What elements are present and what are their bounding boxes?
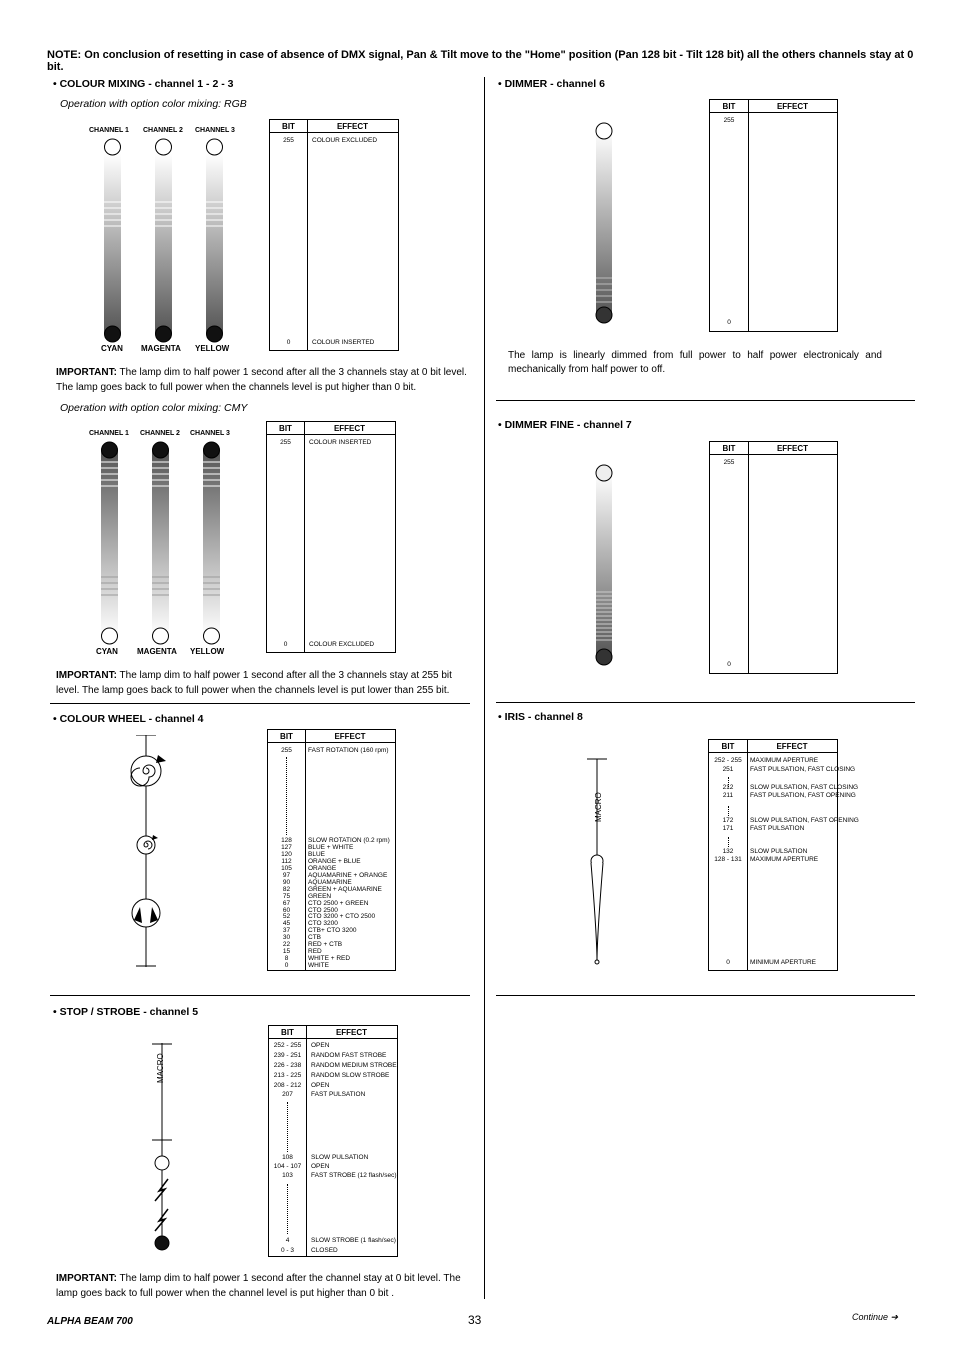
iris-row-bit: 212 [722, 784, 734, 791]
colour-wheel-row-bit: 37 [282, 927, 291, 935]
section-divider [496, 702, 915, 703]
colour-wheel-table [267, 729, 396, 971]
rgb-row-effect: COLOUR EXCLUDED [312, 137, 378, 144]
strobe-row-bit: 108 [282, 1154, 293, 1161]
rgb-yellow-label: YELLOW [195, 344, 230, 353]
cmy-row-bit: 0 [283, 641, 288, 648]
cmy-subtitle: Operation with option color mixing: CMY [60, 402, 248, 414]
strobe-table [268, 1025, 398, 1257]
iris-row-effect: FAST PULSATION, FAST CLOSING [750, 766, 856, 773]
colour-wheel-row-bit: 97 [282, 871, 291, 879]
rgb-row-bit: 0 [286, 339, 291, 346]
strobe-row-effect: OPEN [311, 1082, 330, 1089]
table-header [709, 740, 837, 753]
colour-wheel-row-effect: ORANGE + BLUE [308, 857, 361, 865]
colour-wheel-row-effect: RED + CTB [308, 941, 343, 949]
dimmer-fine-title: • DIMMER FINE - channel 7 [498, 419, 632, 431]
iris-macro-label: MACRO [594, 792, 603, 822]
dimmer-table [709, 99, 838, 332]
dimmer-row-bit: 255 [723, 117, 735, 124]
strobe-row-bit: 239 - 251 [273, 1052, 302, 1059]
section-divider [50, 703, 470, 704]
table-header [710, 442, 837, 455]
strobe-row-bit: 104 - 107 [273, 1163, 302, 1170]
iris-row-effect: FAST PULSATION, FAST OPENING [750, 792, 856, 799]
colour-wheel-row-effect: GREEN + AQUAMARINE [308, 885, 382, 893]
iris-row-effect: SLOW PULSATION, FAST CLOSING [750, 784, 859, 791]
effect-header: EFFECT [334, 732, 366, 741]
iris-row-effect: SLOW PULSATION [750, 848, 808, 855]
iris-row-bit: 172 [722, 817, 734, 824]
iris-row-bit: 0 [726, 959, 730, 966]
strobe-row-effect: FAST STROBE (12 flash/sec) [311, 1172, 397, 1179]
table-header [270, 120, 398, 133]
rgb-cyan-label: CYAN [101, 344, 123, 353]
section-divider [496, 995, 915, 996]
iris-row-effect: MAXIMUM APERTURE [750, 856, 819, 863]
colour-wheel-row-effect: AQUAMARINE [308, 878, 352, 886]
colour-wheel-row-bit: 112 [281, 857, 292, 865]
rgb-channel-2-label: CHANNEL 2 [143, 127, 183, 134]
colour-wheel-row-bit: 82 [282, 885, 291, 893]
colour-wheel-row-bit: 67 [282, 899, 291, 907]
strobe-row-bit: 208 - 212 [273, 1082, 302, 1089]
effect-header: EFFECT [336, 122, 369, 131]
strobe-row-effect: FAST PULSATION [311, 1091, 366, 1098]
iris-table [708, 739, 859, 971]
strobe-row-bit: 207 [282, 1091, 293, 1098]
rgb-row-effect: COLOUR INSERTED [312, 339, 375, 346]
cmy-row-bit: 255 [280, 439, 291, 446]
effect-header: EFFECT [776, 444, 809, 453]
strobe-row-bit: 4 [285, 1237, 290, 1244]
rgb-channel-3-label: CHANNEL 3 [195, 127, 235, 134]
colour-wheel-row-effect: BLUE [308, 850, 325, 858]
colour-wheel-row-effect: WHITE + RED [308, 955, 351, 963]
cmy-faders [75, 422, 255, 662]
strobe-row-bit: 0 - 3 [280, 1247, 294, 1254]
iris-row-effect: SLOW PULSATION, FAST OPENING [750, 817, 859, 824]
table-header [710, 100, 837, 113]
strobe-row-effect: OPEN [311, 1163, 330, 1170]
effect-header: EFFECT [776, 742, 808, 751]
iris-row-effect: MINIMUM APERTURE [750, 959, 816, 966]
colour-wheel-row-effect: WHITE [308, 962, 329, 970]
strobe-row-bit: 226 - 238 [273, 1062, 302, 1069]
dimmer-fine-fader [590, 462, 620, 672]
bit-header: BIT [280, 732, 293, 741]
dimmer-fader-graphic [590, 120, 620, 330]
colour-wheel-row-bit: 0 [284, 962, 289, 970]
colour-wheel-row-bit: 45 [282, 920, 291, 928]
rgb-faders [78, 120, 258, 360]
bit-header: BIT [281, 1028, 294, 1037]
colour-mixing-title: • COLOUR MIXING - channel 1 - 2 - 3 [53, 78, 234, 90]
cmy-table [266, 421, 396, 653]
cmy-channel-1-label: CHANNEL 1 [89, 430, 129, 437]
iris-row-bit: 171 [722, 825, 734, 832]
colour-wheel-row-effect: BLUE + WHITE [308, 843, 354, 851]
colour-wheel-row-bit: 105 [281, 864, 292, 872]
important-label: IMPORTANT: [56, 670, 117, 681]
colour-wheel-row-bit: 128 [281, 837, 292, 844]
important-label: IMPORTANT: [56, 1273, 117, 1284]
rgb-important: IMPORTANT: The lamp dim to half power 1 second after all the 3 channels stay at 0 bit level. The lamp goes back to full power when the channels level is put higher than 0 bit. [56, 367, 467, 393]
colour-wheel-row-effect: CTB [308, 934, 321, 942]
rgb-channel-1-label: CHANNEL 1 [89, 127, 129, 134]
colour-wheel-row-bit: 30 [282, 934, 291, 942]
colour-wheel-row-bit: 15 [282, 948, 291, 956]
page-number: 33 [468, 1313, 482, 1327]
iris-title: • IRIS - channel 8 [498, 711, 583, 723]
rgb-fader-graphic [78, 120, 258, 360]
effect-header: EFFECT [335, 1028, 368, 1037]
colour-wheel-row-effect: CTO 2500 [308, 906, 338, 914]
colour-wheel-row-effect: SLOW ROTATION (0.2 rpm) [308, 837, 390, 844]
cmy-yellow-label: YELLOW [190, 647, 225, 656]
strobe-title: • STOP / STROBE - channel 5 [53, 1006, 199, 1018]
dimmer-fader [590, 120, 620, 330]
section-divider [50, 995, 470, 996]
table-header [267, 422, 395, 435]
wheel-symbols [120, 735, 180, 967]
colour-wheel-row-effect: CTO 3200 + CTO 2500 [308, 913, 376, 921]
bit-header: BIT [722, 102, 736, 111]
reset-note: NOTE: On conclusion of resetting in case of absence of DMX signal, Pan & Tilt move to the "Home" position (Pan 128 bit - Tilt 128 bit) all the others channels stay at 0 bit. [47, 49, 914, 73]
column-divider [484, 77, 485, 1299]
table-header [268, 730, 395, 743]
cmy-channel-2-label: CHANNEL 2 [140, 430, 180, 437]
bit-header: BIT [721, 742, 735, 751]
cmy-row-effect: COLOUR EXCLUDED [309, 641, 375, 648]
iris-row-effect: MAXIMUM APERTURE [750, 757, 819, 764]
iris-row-bit: 128 - 131 [714, 856, 742, 863]
strobe-important: IMPORTANT: The lamp dim to half power 1 second after the channel stay at 0 bit level. The lamp goes back to full power when the channel level is put higher than 0 bit . [56, 1273, 461, 1299]
colour-wheel-row-bit: 127 [281, 843, 292, 851]
strobe-symbols [140, 1043, 190, 1253]
strobe-row-bit: 252 - 255 [273, 1042, 302, 1049]
strobe-row-bit: 103 [282, 1172, 293, 1179]
colour-wheel-row-bit: 22 [282, 941, 291, 949]
colour-wheel-row-effect: CTB+ CTO 3200 [308, 927, 357, 935]
colour-wheel-graphic [120, 735, 180, 967]
continue-link[interactable]: Continue ➔ [852, 1312, 899, 1322]
cmy-important: IMPORTANT: The lamp dim to half power 1 second after all the 3 channels stay at 255 bit level. The lamp goes back to full power when the channels level is put lower than 255 bit. [56, 670, 452, 696]
effect-header: EFFECT [333, 424, 366, 433]
rgb-magenta-label: MAGENTA [141, 344, 181, 353]
table-header [269, 1026, 397, 1039]
colour-wheel-row-bit: 52 [282, 913, 291, 921]
strobe-macro-label: MACRO [156, 1053, 165, 1083]
colour-wheel-row-effect: RED [308, 948, 322, 956]
cmy-row-effect: COLOUR INSERTED [309, 439, 372, 446]
product-name: ALPHA BEAM 700 [47, 1316, 133, 1327]
cmy-magenta-label: MAGENTA [137, 647, 177, 656]
strobe-row-effect: RANDOM MEDIUM STROBE [311, 1062, 397, 1069]
colour-wheel-row-bit: 8 [284, 955, 289, 963]
dimmer-title: • DIMMER - channel 6 [498, 78, 605, 90]
dimmer-fine-fader-graphic [590, 462, 620, 672]
rgb-subtitle: Operation with option color mixing: RGB [60, 98, 247, 110]
strobe-row-bit: 213 - 225 [273, 1072, 302, 1079]
dimmer-fine-table [709, 441, 838, 674]
bit-header: BIT [282, 122, 295, 131]
dimmer-fine-row-bit: 0 [727, 661, 731, 668]
colour-wheel-title: • COLOUR WHEEL - channel 4 [53, 713, 204, 725]
colour-wheel-row-effect: CTO 2500 + GREEN [308, 899, 369, 907]
strobe-row-effect: RANDOM FAST STROBE [311, 1052, 387, 1059]
colour-wheel-row-bit: 90 [282, 878, 291, 886]
bit-header: BIT [279, 424, 292, 433]
colour-wheel-row-effect: ORANGE [308, 864, 337, 872]
colour-wheel-row-bit: 120 [281, 850, 292, 858]
iris-row-bit: 211 [722, 792, 734, 799]
important-label: IMPORTANT: [56, 367, 117, 378]
iris-row-bit: 252 - 255 [714, 757, 742, 764]
colour-wheel-row-bit: 75 [282, 892, 291, 900]
cmy-channel-3-label: CHANNEL 3 [190, 430, 230, 437]
colour-wheel-row-bit: 255 [281, 747, 292, 754]
iris-row-effect: FAST PULSATION [750, 825, 805, 832]
strobe-row-effect: OPEN [311, 1042, 330, 1049]
dimmer-fine-row-bit: 255 [723, 459, 735, 466]
cmy-fader-graphic [75, 422, 255, 662]
colour-wheel-row-effect: FAST ROTATION (160 rpm) [308, 747, 389, 754]
rgb-table [269, 119, 399, 351]
dimmer-row-bit: 0 [727, 319, 731, 326]
strobe-graphic [140, 1043, 190, 1253]
section-divider [496, 400, 915, 401]
strobe-row-effect: CLOSED [311, 1247, 338, 1254]
iris-row-bit: 132 [722, 848, 734, 855]
rgb-row-bit: 255 [283, 137, 294, 144]
dimmer-description: The lamp is linearly dimmed from full power to half power electronicaly and mechanically from half power to off. [508, 350, 882, 375]
cmy-cyan-label: CYAN [96, 647, 118, 656]
effect-header: EFFECT [776, 102, 809, 111]
bit-header: BIT [722, 444, 736, 453]
colour-wheel-row-effect: AQUAMARINE + ORANGE [308, 871, 388, 879]
strobe-row-effect: SLOW STROBE (1 flash/sec) [311, 1237, 396, 1244]
colour-wheel-row-effect: CTO 3200 [308, 920, 338, 928]
strobe-row-effect: RANDOM SLOW STROBE [311, 1072, 390, 1079]
strobe-row-effect: SLOW PULSATION [311, 1154, 369, 1161]
iris-row-bit: 251 [722, 766, 734, 773]
colour-wheel-row-effect: GREEN [308, 892, 332, 900]
colour-wheel-row-bit: 60 [282, 906, 291, 914]
